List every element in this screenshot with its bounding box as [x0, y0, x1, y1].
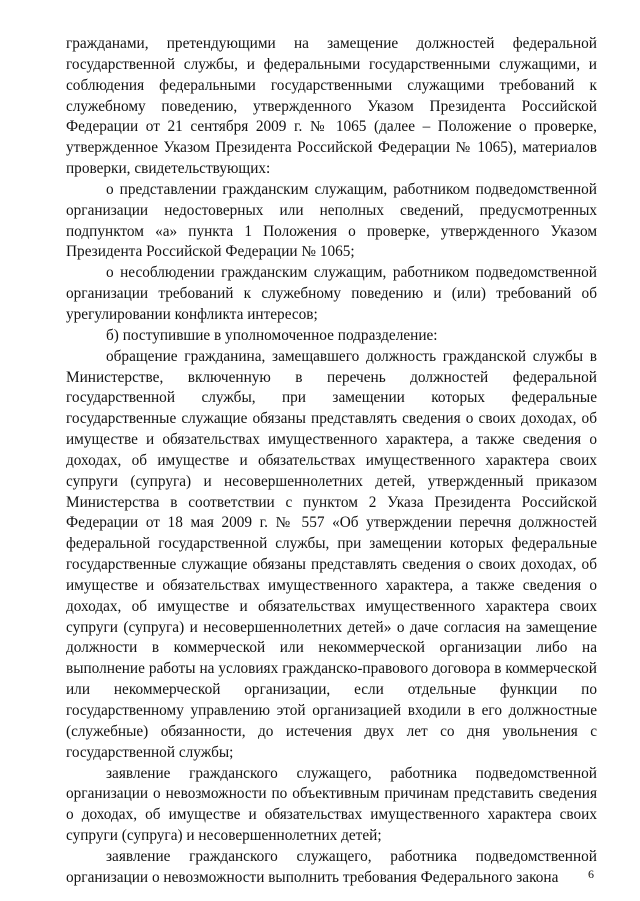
- paragraph-statement-federal-law: заявление гражданского служащего, работника подведомственной организации о невозможности выполнить требования Федерального закона: [66, 847, 597, 886]
- paragraph-citizen-appeal: обращение гражданина, замещавшего должность гражданской службы в Министерстве, включенную в перечень должностей федеральной государственной службы, при замещении которых федеральные государственные служащие обязаны представлять сведения о своих доходах, об имуществе и обязательствах имущественного характера, а также сведения о доходах, об имуществе и обязательствах имущественного характера своих супруги (супруга) и несовершеннолетних детей, утвержденный приказом Министерства в соответствии с пунктом 2 Указа Президента Российской Федерации от 18 мая 2009 г. № 557 «Об утверждении перечня должностей федеральной государственной службы, при замещении которых федеральные государственные служащие обязаны представлять сведения о своих доходах, об имуществе и обязательствах имущественного характера, а также сведения о доходах, об имуществе и обязательствах имущественного характера своих супруги (супруга) и несовершеннолетних детей» о даче согласия на замещение должности в коммерческой или некоммерческой организации либо на выполнение работы на условиях гражданско-правового договора в коммерческой или некоммерческой организации, если отдельные функции по государственному управлению этой организацией входили в его должностные (служебные) обязанности, до истечения двух лет со дня увольнения с государственной службы;: [66, 347, 597, 761]
- paragraph-false-information: о представлении гражданским служащим, работником подведомственной организации недостоверных или неполных сведений, предусмотренных подпунктом «а» пункта 1 Положения о проверке, утвержденного Указом Президента Российской Федерации № 1065;: [66, 180, 597, 261]
- paragraph-statement-income-info: заявление гражданского служащего, работника подведомственной организации о невозможности по объективным причинам представить сведения о доходах, об имуществе и обязательствах имущественного характера своих супруги (супруга) и несовершеннолетних детей;: [66, 764, 597, 845]
- document-body: [66, 34, 597, 889]
- paragraph-subsection-b: б) поступившие в уполномоченное подразделение:: [106, 326, 438, 344]
- page-number: 6: [588, 867, 594, 881]
- paragraph-conduct-violation: о несоблюдении гражданским служащим, работником подведомственной организации требований к служебному поведению и (или) требований об урегулировании конфликта интересов;: [66, 264, 597, 323]
- paragraph-continuation: гражданами, претендующими на замещение должностей федеральной государственной службы, и федеральными государственными служащими, и соблюдения федеральными государственными служащими требований к служебному поведению, утвержденного Указом Президента Российской Федерации от 21 сентября 2009 г. № 1065 (далее – Положение о проверке, утвержденное Указом Президента Российской Федерации № 1065), материалов проверки, свидетельствующих:: [66, 35, 597, 178]
